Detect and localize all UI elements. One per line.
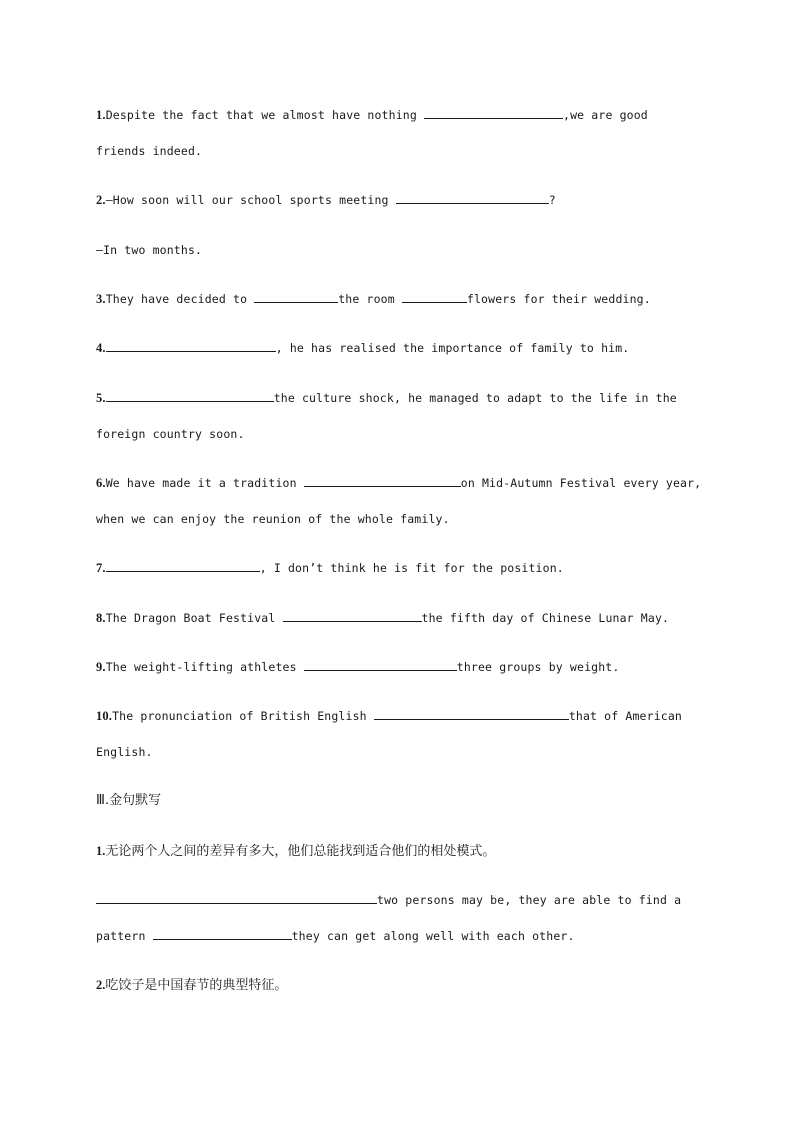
chinese-sentence: 吃饺子是中国春节的典型特征。: [105, 978, 288, 993]
answer-blank[interactable]: [374, 708, 569, 720]
item-text: ,we are good: [563, 108, 648, 122]
item-8: [96, 610, 669, 626]
answer-blank[interactable]: [96, 892, 377, 904]
item-text: pattern: [96, 929, 153, 943]
item-4: [96, 340, 629, 356]
item-10-continuation: [96, 744, 153, 760]
chinese-sentence: 无论两个人之间的差异有多大，他们总能找到适合他们的相处模式。: [105, 844, 496, 859]
item-number: 8.: [96, 611, 106, 625]
item-number: 10.: [96, 709, 113, 723]
section3-q1-line2: [96, 928, 575, 944]
item-6: [96, 475, 701, 491]
item-text: the room: [338, 292, 402, 306]
item-10: [96, 708, 682, 724]
item-text: that of American: [568, 709, 682, 723]
section3-q1-prompt: [96, 843, 495, 860]
section-title: Ⅲ.金句默写: [96, 793, 162, 808]
item-text: They have decided to: [105, 292, 255, 306]
item-7: [96, 560, 564, 576]
item-number: 1.: [96, 844, 106, 858]
item-text: three groups by weight.: [456, 660, 620, 674]
item-5: [96, 390, 677, 406]
item-text: The pronunciation of British English: [112, 709, 374, 723]
answer-blank[interactable]: [106, 560, 260, 572]
answer-blank[interactable]: [304, 475, 461, 487]
answer-blank[interactable]: [396, 192, 549, 204]
answer-blank[interactable]: [402, 291, 467, 303]
item-text: , he has realised the importance of family to him.: [275, 341, 630, 355]
item-text: when we can enjoy the reunion of the whole family.: [96, 512, 450, 526]
item-6-continuation: [96, 511, 450, 527]
item-text: —In two months.: [96, 243, 203, 257]
item-3: [96, 291, 651, 307]
item-number: 4.: [96, 341, 106, 355]
item-text: friends indeed.: [96, 144, 203, 158]
item-text: ?: [548, 193, 556, 207]
answer-blank[interactable]: [106, 390, 274, 402]
item-number: 9.: [96, 660, 106, 674]
item-text: they can get along well with each other.: [291, 929, 575, 943]
item-5-continuation: [96, 426, 245, 442]
item-text: foreign country soon.: [96, 427, 245, 441]
item-text: flowers for their wedding.: [466, 292, 651, 306]
answer-blank[interactable]: [283, 610, 422, 622]
item-2-answer: [96, 242, 202, 258]
item-text: two persons may be, they are able to find a: [377, 893, 682, 907]
item-text: The weight-lifting athletes: [105, 660, 304, 674]
item-number: 1.: [96, 108, 106, 122]
item-number: 2.: [96, 978, 106, 992]
item-2: [96, 192, 556, 208]
item-text: Despite the fact that we almost have nothing: [105, 108, 424, 122]
section3-q1-line1: [96, 892, 681, 908]
item-number: 2.: [96, 193, 106, 207]
item-1: [96, 107, 648, 123]
item-number: 3.: [96, 292, 106, 306]
item-text: the culture shock, he managed to adapt to the life in the: [273, 391, 677, 405]
item-number: 7.: [96, 561, 106, 575]
item-text: English.: [96, 745, 153, 759]
answer-blank[interactable]: [304, 659, 457, 671]
item-text: The Dragon Boat Festival: [105, 611, 283, 625]
item-text: the fifth day of Chinese Lunar May.: [421, 611, 670, 625]
item-number: 6.: [96, 476, 106, 490]
answer-blank[interactable]: [153, 928, 292, 940]
item-text: We have made it a tradition: [105, 476, 304, 490]
item-9: [96, 659, 619, 675]
item-number: 5.: [96, 391, 106, 405]
section3-q2-prompt: [96, 977, 287, 994]
answer-blank[interactable]: [106, 340, 276, 352]
item-text: on Mid-Autumn Festival every year,: [460, 476, 702, 490]
answer-blank[interactable]: [254, 291, 338, 303]
item-text: , I don’t think he is fit for the position.: [259, 561, 564, 575]
item-text: —How soon will our school sports meeting: [105, 193, 396, 207]
answer-blank[interactable]: [424, 107, 563, 119]
item-1-continuation: [96, 143, 202, 159]
